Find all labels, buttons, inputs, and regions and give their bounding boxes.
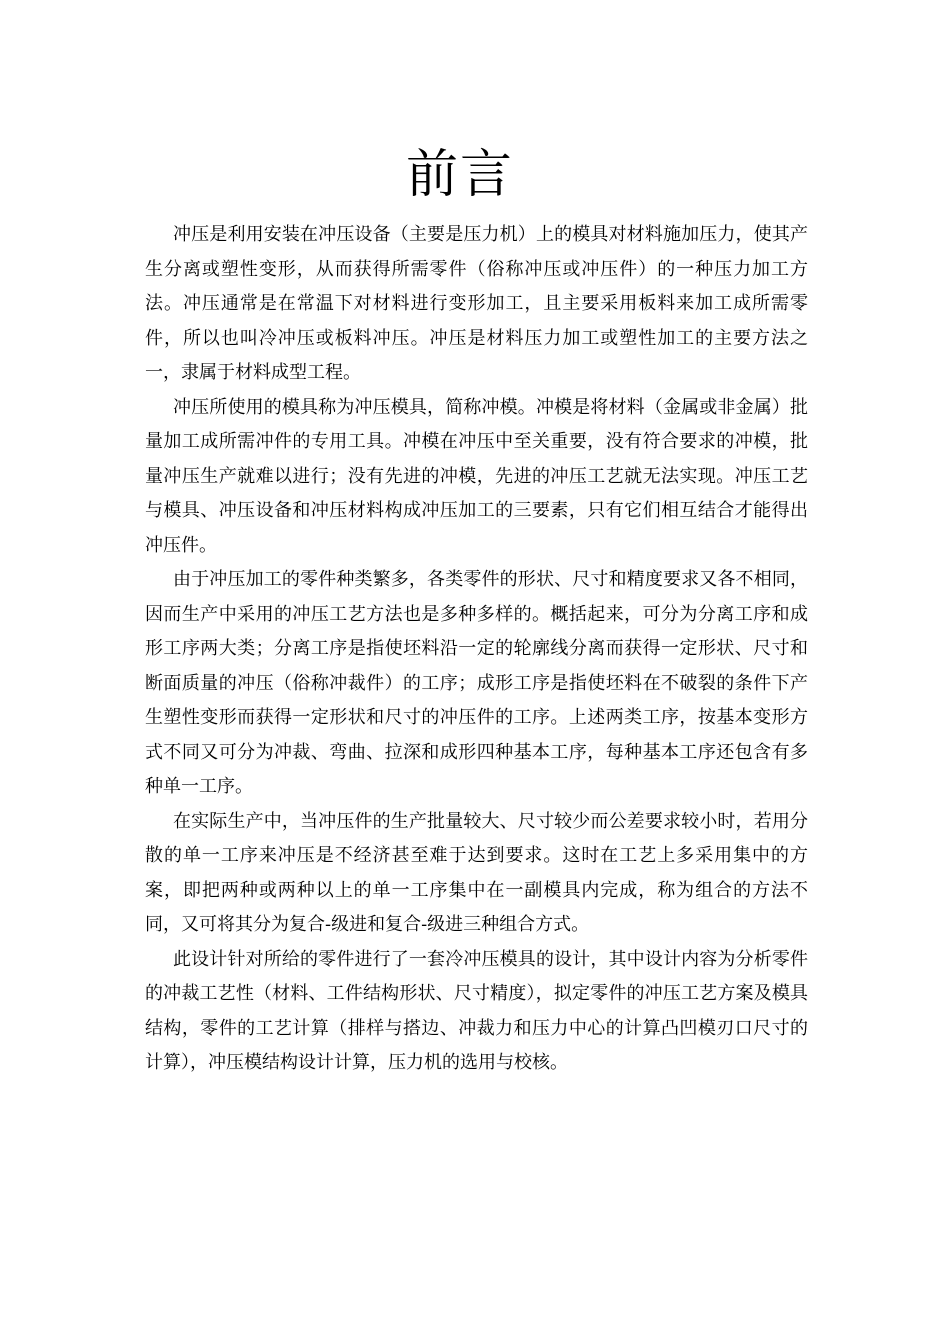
paragraph-5: 此设计针对所给的零件进行了一套冷冲压模具的设计，其中设计内容为分析零件的冲裁工艺性（材料、工件结构形状、尺寸精度），拟定零件的冲压工艺方案及模具结构，零件的工艺计算（排样与搭边、冲裁力和压力中心的计算凸凹模刃口尺寸的计算），冲压模结构设计计算，压力机的选用与校核。 [145,948,808,1073]
paragraph-1: 冲压是利用安装在冲压设备（主要是压力机）上的模具对材料施加压力，使其产生分离或塑性变形，从而获得所需零件（俗称冲压或冲压件）的一种压力加工方法。冲压通常是在常温下对材料进行变形加工，且主要采用板料来加工成所需零件，所以也叫冷冲压或板料冲压。冲压是材料压力加工或塑性加工的主要方法之一，隶属于材料成型工程。 [145,224,808,383]
paragraph-2: 冲压所使用的模具称为冲压模具，简称冲模。冲模是将材料（金属或非金属）批量加工成所需冲件的专用工具。冲模在冲压中至关重要，没有符合要求的冲模，批量冲压生产就难以进行；没有先进的冲模，先进的冲压工艺就无法实现。冲压工艺与模具、冲压设备和冲压材料构成冲压加工的三要素，只有它们相互结合才能得出冲压件。 [145,396,808,556]
paragraph-4: 在实际生产中，当冲压件的生产批量较大、尺寸较少而公差要求较小时，若用分散的单一工序来冲压是不经济甚至难于达到要求。这时在工艺上多采用集中的方案，即把两种或两种以上的单一工序集中在一副模具内完成，称为组合的方法不同，又可将其分为复合-级进和复合-级进三种组合方式。 [145,810,808,935]
page-title: 前言 [405,145,514,205]
paragraph-3: 由于冲压加工的零件种类繁多，各类零件的形状、尺寸和精度要求又各不相同，因而生产中采用的冲压工艺方法也是多种多样的。概括起来，可分为分离工序和成形工序两大类；分离工序是指使坯料沿一定的轮廓线分离而获得一定形状、尺寸和断面质量的冲压（俗称冲裁件）的工序；成形工序是指使坯料在不破裂的条件下产生塑性变形而获得一定形状和尺寸的冲压件的工序。上述两类工序，按基本变形方式不同又可分为冲裁、弯曲、拉深和成形四种基本工序，每种基本工序还包含有多种单一工序。 [145,569,808,797]
body-text [145,218,808,1081]
